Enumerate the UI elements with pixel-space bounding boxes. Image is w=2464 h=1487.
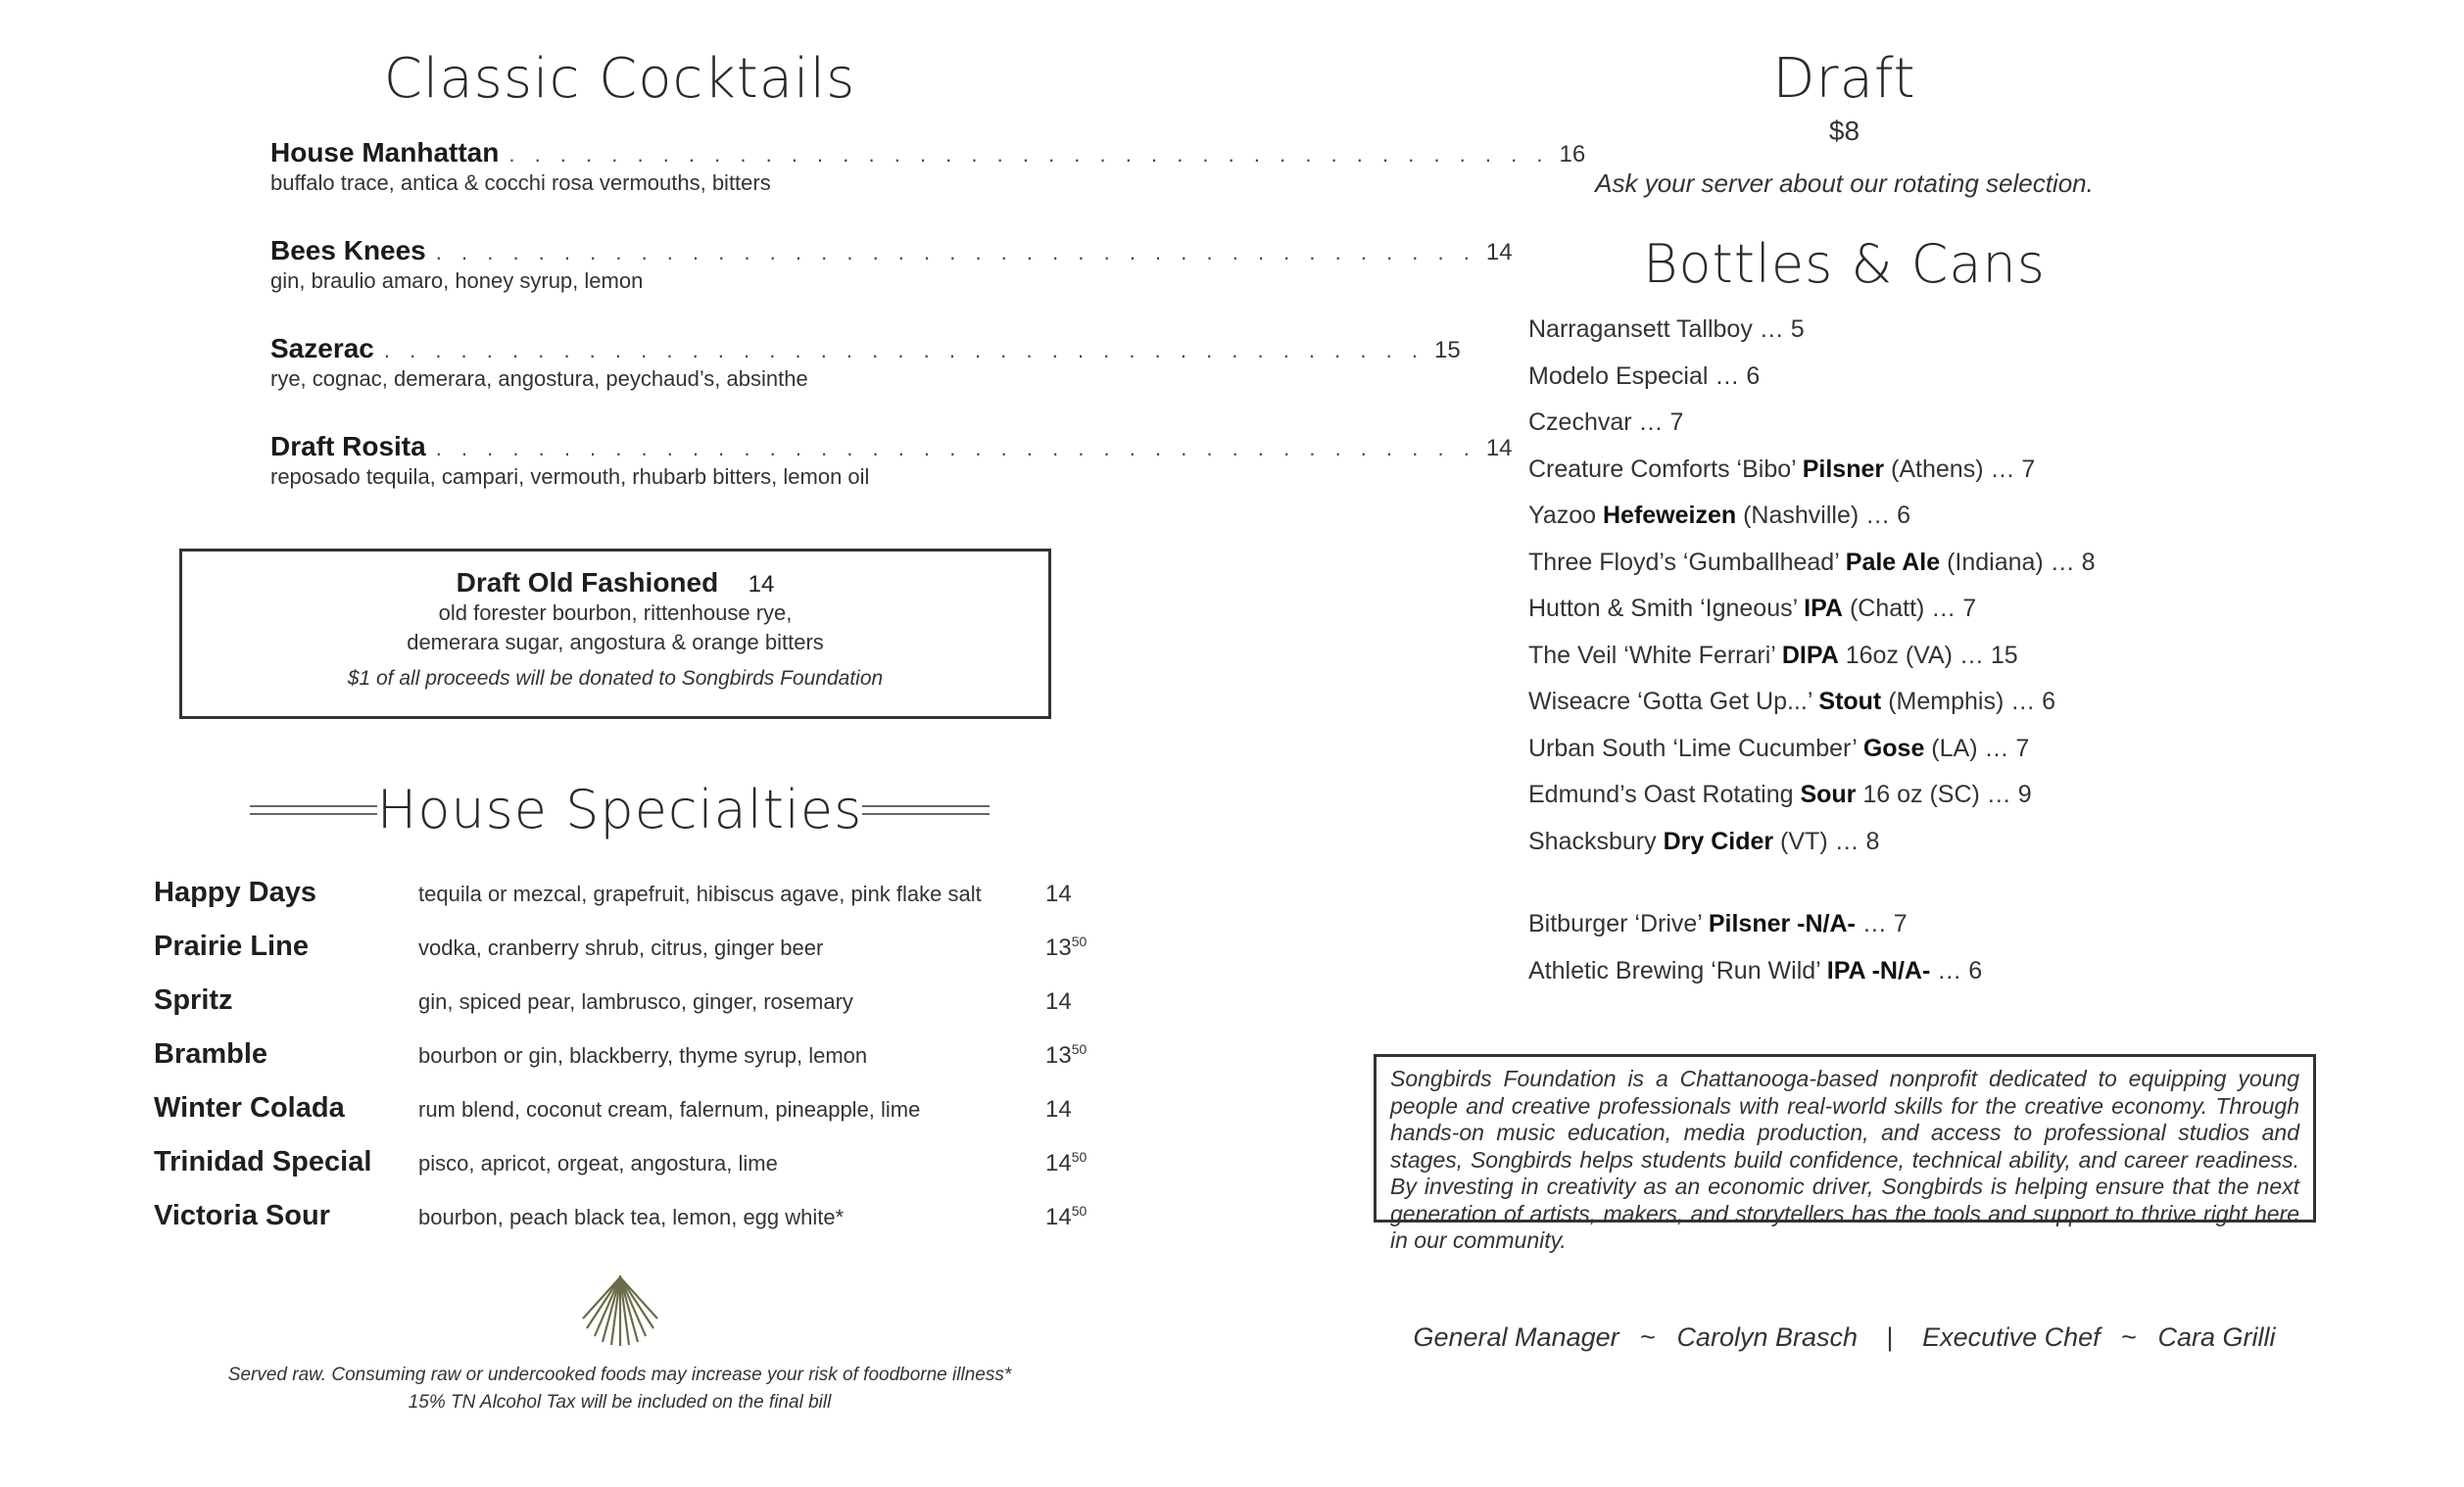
list-item: Wiseacre ‘Gotta Get Up...’ Stout (Memphis) … 6 <box>1528 688 2056 715</box>
item-name: Draft Rosita <box>270 431 426 461</box>
double-rule-divider <box>250 805 377 815</box>
list-item <box>270 137 1586 235</box>
draft-price: $8 <box>1828 116 1860 146</box>
list-item: Creature Comforts ‘Bibo’ Pilsner (Athens) … 7 <box>1528 455 2036 483</box>
item-description: bourbon or gin, blackberry, thyme syrup, lemon <box>418 1043 868 1068</box>
footnote <box>0 1362 1239 1416</box>
list-spacer <box>1528 874 2312 910</box>
list-item: Hutton & Smith ‘Igneous’ IPA (Chatt) … 7 <box>1528 595 1977 622</box>
item-name: Victoria Sour <box>154 1200 330 1231</box>
draft-note: Ask your server about our rotating selection. <box>1595 168 2094 198</box>
item-price: 14 <box>1045 988 1072 1015</box>
list-item <box>154 1146 1094 1200</box>
list-item: Edmund’s Oast Rotating Sour 16 oz (SC) … 9 <box>1528 781 2032 808</box>
chef-name: Cara Grilli <box>2157 1322 2276 1352</box>
feature-price: 14 <box>748 571 775 598</box>
item-description: pisco, apricot, orgeat, angostura, lime <box>418 1151 778 1175</box>
staff-credits <box>1225 1322 2464 1353</box>
classic-cocktails-list <box>270 137 1586 529</box>
list-item: Modelo Especial … 6 <box>1528 361 1761 390</box>
item-price: $13^{50}$ <box>1045 934 1087 961</box>
item-name: Winter Colada <box>154 1092 345 1124</box>
list-item <box>270 333 1461 431</box>
list-item: Shacksbury Dry Cider (VT) … 8 <box>1528 827 1880 855</box>
item-description: rum blend, coconut cream, falernum, pineapple, lime <box>418 1097 921 1122</box>
gm-name: Carolyn Brasch <box>1676 1322 1859 1352</box>
item-description: rye, cognac, demerara, angostura, peychaud’s, absinthe <box>270 366 808 391</box>
item-description: buffalo trace, antica & cocchi rosa vermouths, bitters <box>270 170 771 195</box>
feature-description-line: demerara sugar, angostura & orange bitters <box>407 630 824 654</box>
item-name: Trinidad Special <box>154 1146 372 1177</box>
classic-cocktails-title: Classic Cocktails <box>383 47 856 111</box>
tilde-separator: ~ <box>2121 1322 2137 1352</box>
dot-leader: . . . . . . . . . . . . . . . . . . . . . . . . . . . . . . . . . . . . . . . . . <box>383 338 1425 362</box>
item-price: 14 <box>1485 435 1513 461</box>
list-item-non-alcoholic: Athletic Brewing ‘Run Wild’ IPA -N/A- … 6 <box>1528 956 1983 984</box>
item-description: reposado tequila, campari, vermouth, rhubarb bitters, lemon oil <box>270 464 870 489</box>
draft-title: Draft <box>1772 47 1916 111</box>
list-item <box>154 931 1094 984</box>
dot-leader: . . . . . . . . . . . . . . . . . . . . . . . . . . . . . . . . . . . . . . . . . <box>508 142 1550 167</box>
bottles-cans-title: Bottles & Cans <box>1643 233 2046 295</box>
list-item: Yazoo Hefeweizen (Nashville) … 6 <box>1528 502 1910 529</box>
house-specialties-title: House Specialties <box>376 779 863 840</box>
feature-name: Draft Old Fashioned <box>456 567 719 598</box>
songbirds-foundation-about: Songbirds Foundation is a Chattanooga-based nonprofit dedicated to equipping young people and creative professionals with real-world skills for the creative economy. Through hands-on music education, media production, and access to professional studios and stages, Songbirds helps students build confidence, technical ability, and career readiness. By investing in creativity as an economic driver, Songbirds is helping ensure that the next generation of artists, makers, and storytellers has the tools and support to thrive right here in our community. <box>1374 1054 2316 1223</box>
pipe-separator: | <box>1886 1322 1894 1352</box>
chef-role: Executive Chef <box>1922 1322 2101 1352</box>
list-item <box>154 877 1094 931</box>
list-item <box>270 431 1513 529</box>
item-name: Bees Knees <box>270 235 426 265</box>
list-item: The Veil ‘White Ferrari’ DIPA 16oz (VA) … 15 <box>1528 641 2018 669</box>
item-name: Prairie Line <box>154 931 309 962</box>
raw-food-disclaimer: Served raw. Consuming raw or undercooked foods may increase your risk of foodborne illness* <box>227 1365 1012 1385</box>
item-price: 14 <box>1485 239 1513 265</box>
list-item: Urban South ‘Lime Cucumber’ Gose (LA) … 7 <box>1528 734 2030 762</box>
list-item <box>154 1038 1094 1092</box>
gm-role: General Manager <box>1413 1322 1619 1352</box>
bottles-cans-list <box>1528 315 2312 1003</box>
list-item <box>154 1092 1094 1146</box>
feature-description-line: old forester bourbon, rittenhouse rye, <box>438 600 793 625</box>
item-price: $13^{50}$ <box>1045 1041 1087 1069</box>
item-price: 14 <box>1045 881 1072 907</box>
item-description: tequila or mezcal, grapefruit, hibiscus agave, pink flake salt <box>418 882 982 906</box>
item-price: 14 <box>1045 1096 1072 1123</box>
house-specialties-header <box>0 779 1239 840</box>
house-specialties-list <box>154 877 1094 1254</box>
feature-donation-note: $1 of all proceeds will be donated to Songbirds Foundation <box>347 667 884 690</box>
item-price: 15 <box>1433 337 1461 363</box>
list-item: Czechvar … 7 <box>1528 408 1684 436</box>
list-item <box>154 1200 1094 1254</box>
right-column <box>1225 0 2449 1487</box>
list-item: Narragansett Tallboy … 5 <box>1528 315 1805 343</box>
list-item <box>154 984 1094 1038</box>
item-price: $14^{50}$ <box>1045 1203 1087 1230</box>
double-rule-divider <box>862 805 990 815</box>
item-description: vodka, cranberry shrub, citrus, ginger beer <box>418 935 824 960</box>
list-item: Three Floyd’s ‘Gumballhead’ Pale Ale (Indiana) … 8 <box>1528 548 2096 576</box>
item-description: gin, braulio amaro, honey syrup, lemon <box>270 268 644 293</box>
tilde-separator: ~ <box>1640 1322 1656 1352</box>
tax-note: 15% TN Alcohol Tax will be included on the final bill <box>408 1392 832 1413</box>
dot-leader: . . . . . . . . . . . . . . . . . . . . . . . . . . . . . . . . . . . . . . . . . <box>435 436 1476 460</box>
list-item <box>270 235 1513 333</box>
item-name: Sazerac <box>270 333 374 363</box>
item-description: gin, spiced pear, lambrusco, ginger, rosemary <box>418 989 853 1014</box>
list-item-non-alcoholic: Bitburger ‘Drive’ Pilsner -N/A- … 7 <box>1528 910 1908 937</box>
item-price: $14^{50}$ <box>1045 1149 1087 1176</box>
item-price: 16 <box>1559 141 1586 168</box>
featured-cocktail-box <box>179 549 1051 719</box>
item-name: Bramble <box>154 1038 268 1070</box>
dot-leader: . . . . . . . . . . . . . . . . . . . . . . . . . . . . . . . . . . . . . . . . . <box>435 240 1476 264</box>
item-name: Spritz <box>154 984 233 1016</box>
item-name: Happy Days <box>154 877 317 908</box>
item-name: House Manhattan <box>270 137 500 168</box>
leaf-logo-icon <box>581 1273 659 1348</box>
item-description: bourbon, peach black tea, lemon, egg white* <box>418 1205 845 1229</box>
